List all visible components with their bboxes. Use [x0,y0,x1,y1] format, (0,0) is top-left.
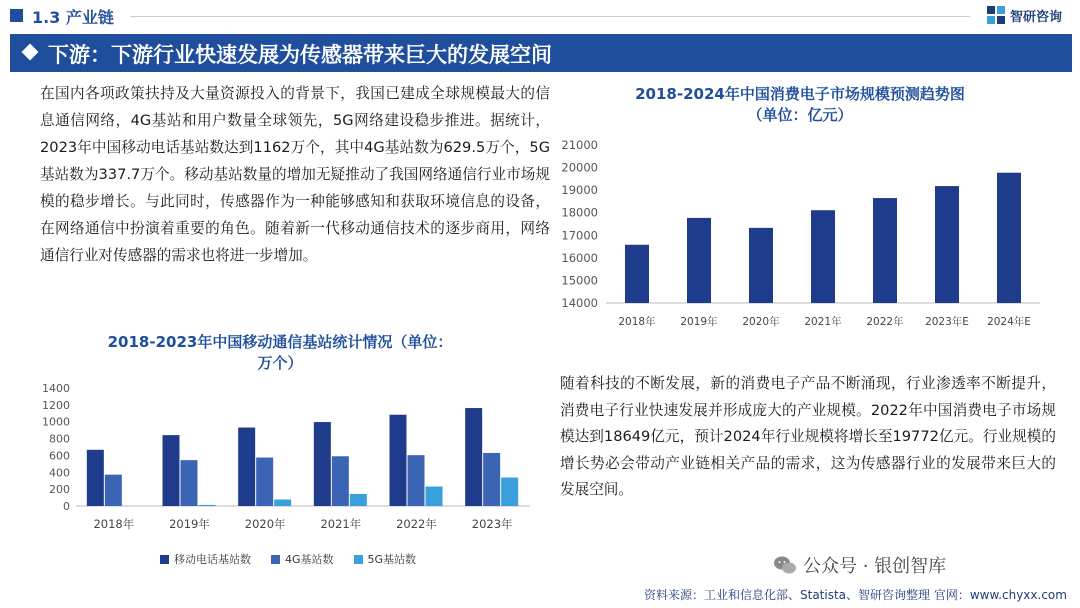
chart2-title-line2: （单位：亿元） [747,106,853,124]
y-tick-label: 19000 [561,183,598,198]
x-tick-label: 2019年 [680,316,718,328]
x-tick-label: 2020年 [742,316,780,328]
divider [130,16,970,17]
x-tick-label: 2022年 [866,316,904,328]
y-tick-label: 14000 [561,296,598,310]
legend-swatch-5g [354,555,363,564]
bar [238,428,255,506]
bar [873,198,897,303]
top-bar [0,0,1080,32]
y-tick-label: 16000 [561,250,598,265]
x-tick-label: 2018年 [618,316,656,328]
bar [274,500,291,506]
bar [749,228,773,303]
brand-logo [986,5,1062,25]
legend-label-4g: 4G基站数 [285,553,334,566]
bar [314,422,331,506]
legend-label-mobile: 移动电话基站数 [174,553,251,566]
left-paragraph: 在国内各项政策扶持及大量资源投入的背景下，我国已建成全球规模最大的信息通信网络，4G基站和用户数量全球领先，5G网络建设稳步推进。据统计，2023年中国移动电话基站数达到1162万个，其中4G基站数为629.5万个，5G基站数为337.7万个。移动基站数量的增加无疑推动了我国网络通信行业市场规模的稳步增长。与此同时，传感器作为一种能够感知和获取环境信息的设备，在网络通信中扮演着重要的角色。随着新一代移动通信技术的逐步商用，网络通信行业对传感器的需求也将进一步增加。 [40,85,550,264]
y-tick-label: 0 [63,500,70,513]
legend-swatch-4g [271,555,280,564]
bar [935,186,959,303]
y-tick-label: 1000 [42,415,70,429]
bar [811,210,835,303]
section-title: 1.3 产业链 [32,8,114,27]
x-tick-label: 2020年 [244,517,286,531]
title-banner [10,34,1072,72]
bar [350,494,367,506]
bar [332,456,349,506]
x-tick-label: 2023年E [925,316,969,328]
x-tick-label: 2019年 [169,517,210,531]
chart1-title [40,332,520,374]
brand-logo-icon [986,5,1006,25]
base-station-chart [40,378,540,548]
bar [501,478,518,506]
x-tick-label: 2023年 [471,517,513,531]
y-tick-label: 1400 [42,382,70,395]
bar [256,458,273,506]
y-tick-label: 800 [49,432,70,446]
bar [105,475,122,506]
bar [483,453,500,506]
bar [465,408,482,506]
chart1-title-line2: 万个） [257,354,303,372]
y-tick-label: 200 [49,483,70,497]
chart2-title-line1: 2018-2024年中国消费电子市场规模预测趋势图 [635,85,965,103]
x-tick-label: 2024年E [987,316,1031,328]
section-square-icon [10,9,23,22]
bar [199,505,216,506]
x-tick-label: 2022年 [396,517,437,531]
legend-item-4g [271,551,334,567]
legend-swatch-mobile [160,555,169,564]
y-tick-label: 17000 [561,228,598,243]
bar [426,487,443,506]
bar [997,173,1021,303]
brand-name: 智研咨询 [1010,9,1063,25]
wechat-label: 公众号 · 银创智库 [803,556,947,577]
chart1-title-line1: 2018-2023年中国移动通信基站统计情况（单位： [107,333,453,351]
wechat-icon [773,554,797,576]
y-tick-label: 15000 [561,273,598,288]
bar [390,415,407,506]
y-tick-label: 18000 [561,205,598,220]
y-tick-label: 21000 [561,138,598,152]
wechat-account [773,552,946,578]
legend-item-5g [354,551,417,567]
bar [687,218,711,303]
legend-label-5g: 5G基站数 [367,553,417,566]
bar [163,435,180,506]
x-tick-label: 2021年 [320,517,362,531]
x-tick-label: 2018年 [93,517,135,531]
bar [87,450,104,506]
y-tick-label: 1200 [42,398,70,412]
right-paragraph: 随着科技的不断发展，新的消费电子产品不断涌现，行业渗透率不断提升，消费电子行业快速发展并形成庞大的产业规模。2022年中国消费电子市场规模达到18649亿元，预计2024年行业规模将增长至19772亿元。行业规模的增长势必会带动产业链相关产品的需求，这为传感器行业的发展带来巨大的发展空间。 [560,375,1056,498]
y-tick-label: 600 [49,449,70,463]
bar [181,460,198,506]
y-tick-label: 400 [49,466,70,480]
source-note: 资料来源：工业和信息化部、Statista、智研咨询整理 官网：www.chyxx.com [644,588,1067,602]
diamond-icon [22,44,39,61]
chart2-title [560,84,1040,126]
page-title: 下游：下游行业快速发展为传感器带来巨大的发展空间 [48,43,552,67]
bar [625,245,649,303]
consumer-electronics-chart [560,135,1050,335]
chart1-legend [160,551,416,567]
bar [408,455,425,506]
y-tick-label: 20000 [561,160,598,175]
x-tick-label: 2021年 [804,316,842,328]
legend-item-mobile [160,551,251,567]
